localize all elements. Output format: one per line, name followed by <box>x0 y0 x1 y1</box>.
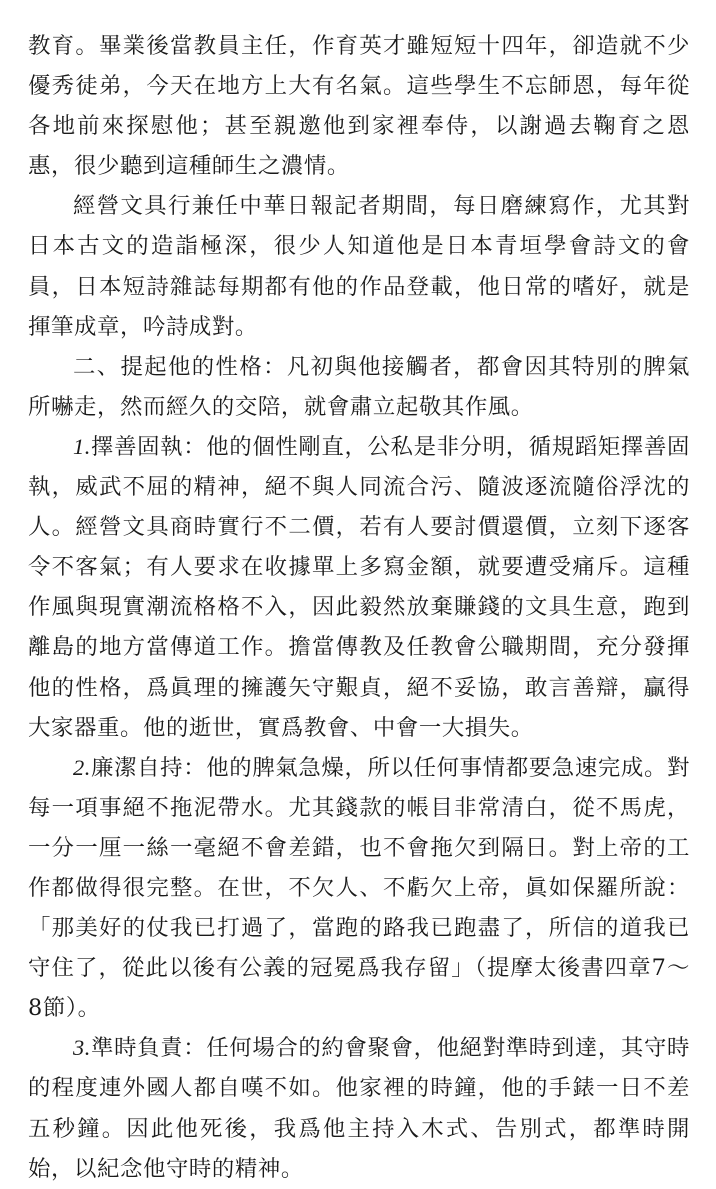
paragraph-3-text: 二、提起他的性格：凡初與他接觸者，都會因其特別的脾氣所嚇走，然而經久的交陪，就會肅立起敬其作風。 <box>28 353 690 420</box>
paragraph-4-text: 擇善固執：他的個性剛直，公私是非分明，循規蹈矩擇善固執，威武不屈的精神，絕不與人同流合污、隨波逐流隨俗浮沈的人。經營文具商時實行不二價，若有人要討價還價，立刻下逐客令不客氣；有人要求在收據單上多寫金額，就要遭受痛斥。這種作風與現實潮流格格不入，因此毅然放棄賺錢的文具生意，跑到離島的地方當傳道工作。擔當傳教及任教會公職期間，充分發揮他的性格，爲眞理的擁護矢守艱貞，絕不妥協，敢言善辯，贏得大家器重。他的逝世，實爲教會、中會一大損失。 <box>28 433 690 741</box>
paragraph-3 <box>28 347 690 427</box>
paragraph-5-text: 廉潔自持：他的脾氣急燥，所以任何事情都要急速完成。對每一項事絕不拖泥帶水。尤其錢款的帳目非常清白，從不馬虎，一分一厘一絲一毫絕不會差錯，也不會拖欠到隔日。對上帝的工作都做得很完整。在世，不欠人、不虧欠上帝，眞如保羅所說：「那美好的仗我已打過了，當跑的路我已跑盡了，所信的道我已守住了，從此以後有公義的冠冕爲我存留」（提摩太後書四章7～8節）。 <box>28 754 690 1022</box>
paragraph-6-text: 準時負責：任何場合的約會聚會，他絕對準時到達，其守時的程度連外國人都自嘆不如。他家裡的時鐘，他的手錶一日不差五秒鐘。因此他死後，我爲他主持入木式、告別式，都準時開始，以紀念他守時的精神。 <box>28 1035 690 1182</box>
item-number-3: 3. <box>73 1035 91 1061</box>
paragraph-4 <box>28 427 690 748</box>
item-number-2: 2. <box>73 754 91 780</box>
document-page <box>28 26 690 1189</box>
paragraph-1-text: 教育。畢業後當教員主任，作育英才雖短短十四年，卻造就不少優秀徒弟，今天在地方上大有名氣。這些學生不忘師恩，每年從各地前來探慰他；甚至親邀他到家裡奉侍，以謝過去鞠育之恩惠，很少聽到這種師生之濃情。 <box>28 33 690 180</box>
paragraph-5 <box>28 748 690 1029</box>
paragraph-2 <box>28 186 690 346</box>
paragraph-6 <box>28 1028 690 1188</box>
paragraph-2-text: 經營文具行兼任中華日報記者期間，每日磨練寫作，尤其對日本古文的造詣極深，很少人知道他是日本青垣學會詩文的會員，日本短詩雜誌每期都有他的作品登載，他日常的嗜好，就是揮筆成章，吟詩成對。 <box>28 193 690 340</box>
item-number-1: 1. <box>73 433 91 459</box>
paragraph-1 <box>28 26 690 186</box>
